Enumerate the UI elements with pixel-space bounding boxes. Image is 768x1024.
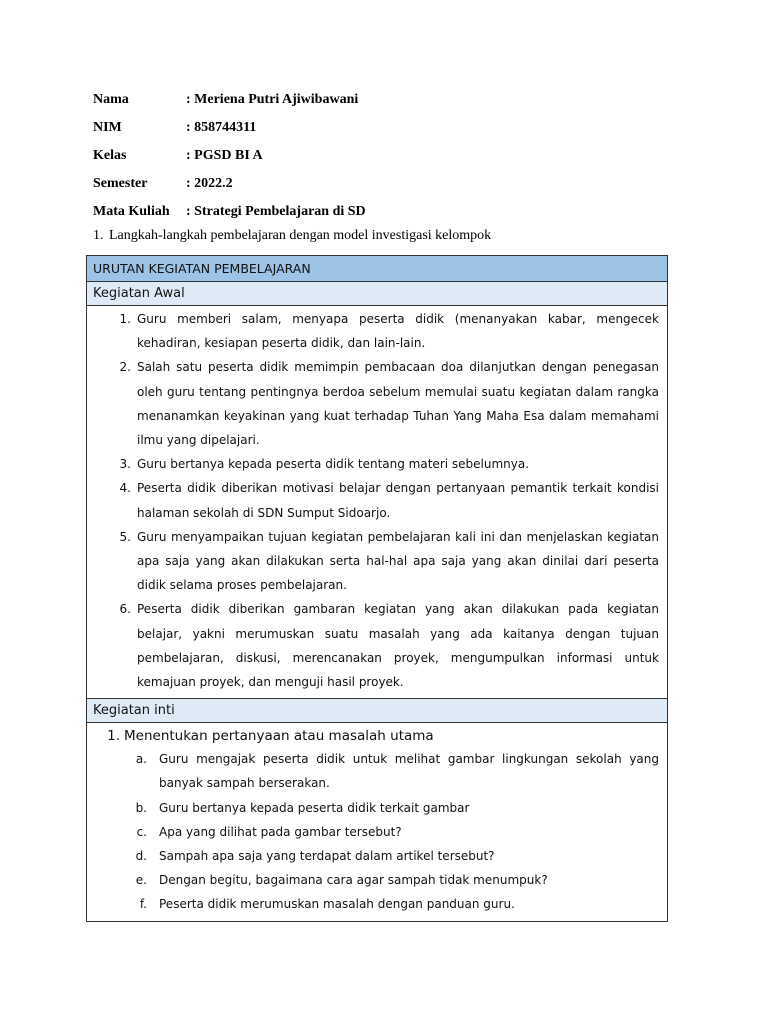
info-value: : PGSD BI A — [186, 148, 263, 163]
list-item — [87, 452, 659, 476]
list-text: Peserta didik diberikan gambaran kegiatan yang akan dilakukan pada kegiatan belajar, yakni merumuskan suatu masalah yang ada kaitanya dengan tujuan pembelajaran, diskusi, merencanakan proyek, mengumpulkan informasi untuk kemajuan proyek, dan menguji hasil proyek. — [137, 602, 659, 690]
list-text: Dengan begitu, bagaimana cara agar sampah tidak menumpuk? — [159, 873, 548, 888]
list-number: 4. — [119, 481, 131, 496]
info-value: : Strategi Pembelajaran di SD — [186, 204, 366, 219]
info-row-mata-kuliah — [93, 198, 366, 226]
student-info — [93, 86, 366, 226]
list-number: 1. — [119, 312, 131, 326]
list-text: Guru memberi salam, menyapa peserta didik (menanyakan kabar, mengecek kehadiran, kesiapan peserta didik, dan lain-lain. — [137, 312, 659, 351]
list-text: Guru bertanya kepada peserta didik tentang materi sebelumnya. — [137, 457, 530, 472]
list-number: 5. — [119, 529, 131, 544]
list-item — [87, 355, 659, 452]
list-item — [87, 796, 659, 820]
list-letter: c. — [136, 824, 147, 839]
section-title-inti: Kegiatan inti — [87, 699, 668, 723]
list-item — [87, 747, 659, 795]
info-row-semester — [93, 170, 366, 198]
info-label: Semester — [93, 176, 148, 191]
info-label: NIM — [93, 120, 122, 135]
info-value: : Meriena Putri Ajiwibawani — [186, 92, 359, 107]
list-text: Peserta didik merumuskan masalah dengan panduan guru. — [159, 897, 515, 912]
list-letter: f. — [139, 897, 147, 912]
list-item — [87, 892, 659, 916]
info-value: : 858744311 — [186, 120, 257, 135]
list-letter: e. — [135, 873, 147, 888]
list-item — [87, 597, 659, 694]
table-header: URUTAN KEGIATAN PEMBELAJARAN — [87, 256, 668, 282]
info-row-nim — [93, 114, 366, 142]
list-text: Peserta didik diberikan motivasi belajar dengan pertanyaan pemantik terkait kondisi halaman sekolah di SDN Sumput Sidoarjo. — [137, 481, 659, 520]
question-number: 1. — [93, 228, 104, 243]
section-body-inti — [87, 723, 668, 921]
list-item — [87, 868, 659, 892]
learning-steps-table — [86, 255, 668, 922]
list-text: Guru bertanya kepada peserta didik terkait gambar — [159, 800, 470, 815]
list-item — [87, 820, 659, 844]
subheading — [87, 724, 659, 747]
list-item — [87, 844, 659, 868]
list-item — [87, 525, 659, 598]
list-text: Sampah apa saja yang terdapat dalam artikel tersebut? — [159, 849, 495, 864]
list-number: 2. — [119, 360, 131, 375]
info-row-nama — [93, 86, 366, 114]
subheading-text: Menentukan pertanyaan atau masalah utama — [124, 728, 434, 745]
info-label: Nama — [93, 92, 129, 107]
list-text: Guru mengajak peserta didik untuk melihat gambar lingkungan sekolah yang banyak sampah berserakan. — [159, 752, 659, 791]
info-value: : 2022.2 — [186, 176, 233, 191]
list-text: Salah satu peserta didik memimpin pembacaan doa dilanjutkan dengan penegasan oleh guru tentang pentingnya berdoa sebelum memulai suatu kegiatan dalam rangka menanamkan keyakinan yang kuat terhadap Tuhan Yang Maha Esa dalam memahami ilmu yang dipelajari. — [137, 360, 659, 448]
list-text: Apa yang dilihat pada gambar tersebut? — [159, 824, 402, 839]
list-item — [87, 307, 659, 355]
list-text: Guru menyampaikan tujuan kegiatan pembelajaran kali ini dan menjelaskan kegiatan apa saja yang akan dilakukan serta hal-hal apa saja yang akan dinilai dari peserta didik selama proses pembelajaran. — [137, 529, 659, 593]
info-row-kelas — [93, 142, 366, 170]
list-number: 3. — [119, 457, 131, 472]
list-number: 6. — [119, 602, 131, 617]
info-label: Mata Kuliah — [93, 204, 170, 219]
subheading-number: 1. — [107, 728, 120, 745]
section-body-awal — [87, 306, 668, 699]
list-item — [87, 476, 659, 524]
section-title-awal: Kegiatan Awal — [87, 282, 668, 306]
list-letter: d. — [135, 849, 147, 864]
info-label: Kelas — [93, 148, 127, 163]
question-heading — [93, 224, 491, 248]
list-letter: b. — [135, 800, 147, 815]
question-text: Langkah-langkah pembelajaran dengan model investigasi kelompok — [109, 228, 492, 243]
list-letter: a. — [135, 752, 147, 767]
